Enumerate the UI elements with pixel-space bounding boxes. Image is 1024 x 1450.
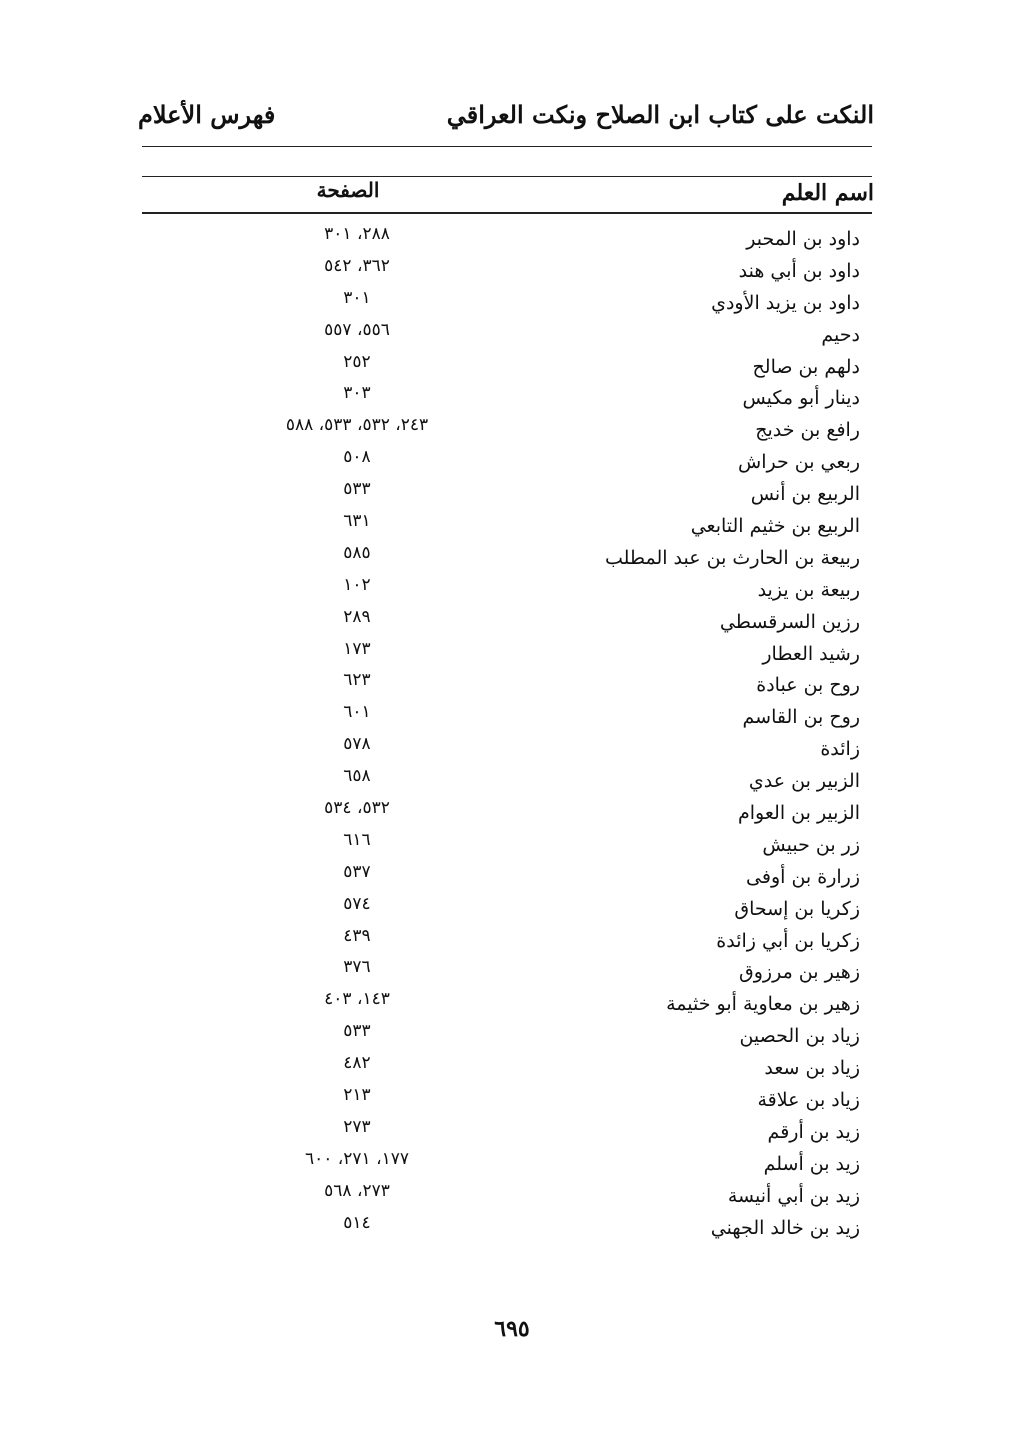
entry-name: زرارة بن أوفى	[746, 865, 860, 888]
entry-pages: ١٧٧، ٢٧١، ٦٠٠	[305, 1148, 409, 1169]
table-row	[142, 477, 872, 509]
table-row	[142, 509, 872, 541]
entry-name: الزبير بن عدي	[748, 770, 860, 793]
entry-name: ربيعة بن يزيد	[757, 578, 860, 601]
entry-name: زيد بن أبي أنيسة	[727, 1184, 860, 1207]
entry-pages: ٤٣٩	[343, 925, 371, 946]
table-row	[142, 732, 872, 764]
entry-pages: ٦١٦	[343, 829, 371, 850]
table-row	[142, 1019, 872, 1051]
column-header-name: اسم العلم	[781, 180, 874, 206]
table-row	[142, 541, 872, 573]
page-number: ٦٩٥	[494, 1316, 530, 1342]
entry-name: الربيع بن أنس	[750, 483, 860, 506]
entry-name: الربيع بن خثيم التابعي	[690, 515, 860, 538]
entry-name: رشيد العطار	[762, 642, 860, 665]
entry-pages: ٥٠٨	[343, 447, 371, 468]
entry-name: داود بن أبي هند	[738, 259, 860, 282]
table-row	[142, 1211, 872, 1243]
entry-pages: ٣٠٣	[343, 383, 371, 404]
entry-pages: ٥٧٨	[343, 734, 371, 755]
entry-name: زياد بن الحصين	[739, 1025, 860, 1048]
table-row	[142, 924, 872, 956]
entry-name: زهير بن مرزوق	[739, 961, 860, 984]
entry-name: ربيعة بن الحارث بن عبد المطلب	[604, 546, 860, 569]
entry-pages: ٥٨٥	[343, 542, 371, 563]
header-divider	[142, 146, 872, 147]
entry-name: زياد بن سعد	[764, 1057, 860, 1080]
table-row	[142, 1147, 872, 1179]
entry-name: زكريا بن أبي زائدة	[716, 929, 860, 952]
entry-name: دحيم	[821, 323, 860, 346]
table-header-divider	[142, 212, 872, 214]
book-title: النكت على كتاب ابن الصلاح ونكت العراقي	[446, 100, 874, 129]
entry-pages: ١٤٣، ٤٠٣	[324, 989, 390, 1010]
table-row	[142, 318, 872, 350]
table-row	[142, 892, 872, 924]
entry-name: زائدة	[820, 738, 860, 761]
table-row	[142, 700, 872, 732]
entry-name: زيد بن أرقم	[767, 1120, 860, 1143]
table-row	[142, 796, 872, 828]
entry-name: دينار أبو مكيس	[742, 387, 860, 410]
entry-name: داود بن يزيد الأودي	[711, 291, 860, 314]
column-header-page: الصفحة	[316, 178, 380, 202]
entry-name: داود بن المحبر	[746, 228, 860, 250]
table-row	[142, 1179, 872, 1211]
table-row	[142, 637, 872, 669]
table-row	[142, 668, 872, 700]
entry-name: زهير بن معاوية أبو خثيمة	[666, 993, 860, 1016]
table-row	[142, 1115, 872, 1147]
entry-pages: ٦٠١	[343, 702, 371, 723]
entry-name: دلهم بن صالح	[752, 355, 860, 378]
entry-name: زيد بن أسلم	[763, 1152, 860, 1175]
index-table	[142, 222, 872, 1243]
table-row	[142, 286, 872, 318]
entry-pages: ٢٧٣	[343, 1116, 371, 1137]
entry-name: روح بن عبادة	[756, 674, 860, 697]
table-row	[142, 381, 872, 413]
entry-pages: ١٧٣	[343, 638, 371, 659]
table-row	[142, 350, 872, 382]
entry-pages: ٢١٣	[343, 1085, 371, 1106]
entry-pages: ٢٥٢	[343, 351, 371, 372]
entry-pages: ٥١٤	[343, 1212, 371, 1233]
entry-pages: ٦٣١	[343, 511, 371, 532]
entry-pages: ٣٠١	[343, 287, 371, 308]
running-header	[138, 100, 874, 140]
entry-name: ربعي بن حراش	[738, 451, 860, 474]
entry-name: روح بن القاسم	[742, 706, 860, 729]
table-row	[142, 1083, 872, 1115]
table-row	[142, 828, 872, 860]
table-row	[142, 1051, 872, 1083]
entry-pages: ٣٧٦	[343, 957, 371, 978]
table-row	[142, 955, 872, 987]
entry-pages: ٣٦٢، ٥٤٢	[324, 255, 390, 276]
table-row	[142, 413, 872, 445]
entry-name: الزبير بن العوام	[738, 802, 860, 825]
table-row	[142, 860, 872, 892]
table-row	[142, 764, 872, 796]
entry-pages: ١٠٢	[343, 574, 371, 595]
entry-pages: ٥٣٣	[343, 479, 371, 500]
entry-pages: ٢٨٩	[343, 606, 371, 627]
entry-pages: ٦٢٣	[343, 670, 371, 691]
entry-pages: ٢٧٣، ٥٦٨	[324, 1180, 390, 1201]
table-row	[142, 254, 872, 286]
entry-pages: ٥٣٧	[343, 861, 371, 882]
entry-pages: ٥٣٣	[343, 1021, 371, 1042]
table-row	[142, 222, 872, 254]
table-row	[142, 987, 872, 1019]
entry-name: زيد بن خالد الجهني	[710, 1216, 860, 1239]
entry-pages: ٦٥٨	[343, 766, 371, 787]
table-top-divider	[142, 176, 872, 177]
entry-name: رافع بن خديج	[755, 419, 860, 442]
table-row	[142, 605, 872, 637]
entry-name: زياد بن علاقة	[757, 1089, 860, 1112]
entry-pages: ٥٥٦، ٥٥٧	[324, 319, 390, 340]
entry-pages: ٥٧٤	[343, 893, 371, 914]
section-title: فهرس الأعلام	[138, 100, 276, 129]
entry-pages: ٤٨٢	[343, 1053, 371, 1074]
entry-pages: ٢٨٨، ٣٠١	[324, 224, 390, 244]
table-row	[142, 445, 872, 477]
entry-pages: ٢٤٣، ٥٣٢، ٥٣٣، ٥٨٨	[285, 415, 429, 436]
entry-name: زر بن حبيش	[762, 833, 860, 856]
table-row	[142, 573, 872, 605]
entry-name: رزين السرقسطي	[719, 610, 860, 633]
entry-name: زكريا بن إسحاق	[734, 897, 860, 920]
entry-pages: ٥٣٢، ٥٣٤	[324, 798, 390, 819]
